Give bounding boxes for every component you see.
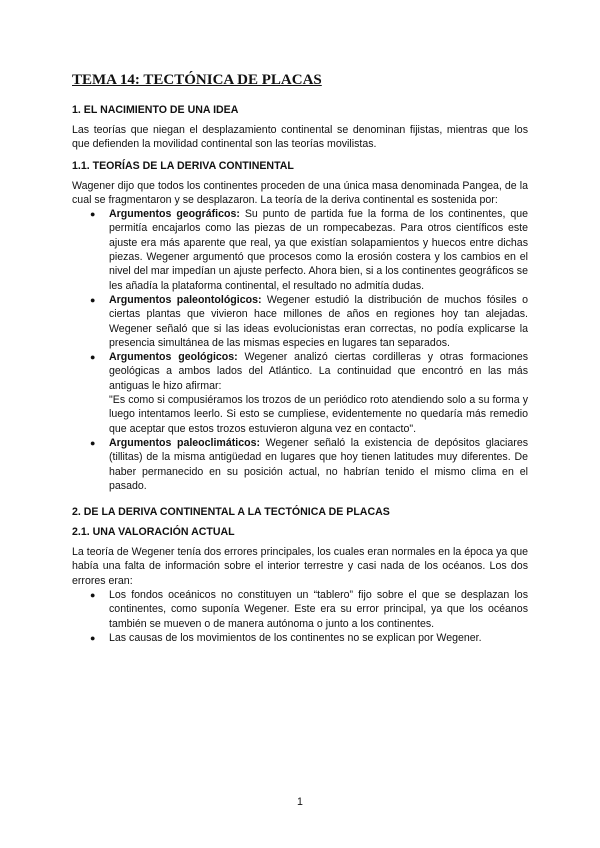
bullet-label: Argumentos paleontológicos: xyxy=(109,293,262,306)
bullet-label: Argumentos geográficos: xyxy=(109,208,240,221)
section-2-heading: 2. DE LA DERIVA CONTINENTAL A LA TECTÓNICA DE PLACAS xyxy=(72,506,390,519)
bullet-quote: "Es como si compusiéramos los trozos de un periódico roto atendiendo solo a su forma y luego intentamos leerlo. Si esto se cumpliese, evidentemente no quedaría más remedio que aceptar que estos trozos estuvieron alguna vez en contacto". xyxy=(109,394,528,435)
section-1-text: Las teorías que niegan el desplazamiento continental se denominan fijistas, mientras que los que defienden la movilidad continental son las teorías movilistas. xyxy=(72,124,528,151)
bullet-icon: ● xyxy=(90,632,96,643)
list-item xyxy=(90,436,529,493)
bullet-text: Los fondos oceánicos no constituyen un “tablero” fijo sobre el que se desplazan los continentes, como suponía Wegener. Este era su error principal, ya que los océanos también se mueven o de manera autónoma o junto a los continentes. xyxy=(109,589,528,630)
errors-list xyxy=(72,588,528,645)
section-2-1-heading: 2.1. UNA VALORACIÓN ACTUAL xyxy=(72,526,235,539)
section-1-1-intro: Wagener dijo que todos los continentes proceden de una única masa denominada Pangea, de la cual se fragmentaron y se desplazaron. La teoría de la deriva continental es sostenida por: xyxy=(72,179,528,206)
bullet-text: Su punto de partida fue la forma de los continentes, que permitía encajarlos como las piezas de un rompecabezas. Para otros científicos este ajuste era más aparente que real, ya que existían solapamientos y huecos entre dichas piezas. Wegener argumentó que procesos como la erosión costera y los cambios en el nivel del mar impedían un ajuste perfecto. Ahora bien, si a los continentes geográficos se les añadía la plataforma continental, el resultado no admitía dudas. xyxy=(109,208,529,292)
arguments-list xyxy=(72,207,528,493)
list-item xyxy=(90,631,528,645)
bullet-icon: ● xyxy=(90,209,96,220)
document-title: TEMA 14: TECTÓNICA DE PLACAS xyxy=(72,72,322,88)
bullet-label: Argumentos paleoclimáticos: xyxy=(109,436,260,449)
list-item xyxy=(90,207,529,293)
page-number: 1 xyxy=(297,796,303,808)
bullet-text: Las causas de los movimientos de los continentes no se explican por Wegener. xyxy=(109,631,482,644)
bullet-text: Wegener señaló la existencia de depósitos glaciares (tillitas) de la misma antigüedad en lugares que hoy tienen latitudes muy diferentes. De haber permanecido en su posición actual, no habrían tenido el mismo clima en el pasado. xyxy=(109,436,529,492)
bullet-icon: ● xyxy=(90,294,96,305)
document-page xyxy=(72,72,528,645)
bullet-label: Argumentos geológicos: xyxy=(109,351,238,364)
bullet-icon: ● xyxy=(90,437,96,448)
section-1-1-heading: 1.1. TEORÍAS DE LA DERIVA CONTINENTAL xyxy=(72,159,294,172)
bullet-icon: ● xyxy=(90,352,96,363)
bullet-icon: ● xyxy=(90,590,96,601)
list-item xyxy=(90,588,528,631)
list-item xyxy=(90,293,528,350)
bullet-text: Wegener analizó ciertas cordilleras y otras formaciones geológicas a ambos lados del Atlántico. La continuidad que encontró en las más antiguas le hizo afirmar: xyxy=(109,351,529,392)
section-1-heading: 1. EL NACIMIENTO DE UNA IDEA xyxy=(72,104,239,116)
bullet-text: Wegener estudió la distribución de muchos fósiles o ciertas plantas que vivieron hace millones de años en regiones hoy tan alejadas. Wegener señaló que si las ideas evolucionistas eran correctas, no podía explicarse la presencia simultánea de las mismas especies en lugares tan separados. xyxy=(109,293,528,349)
list-item xyxy=(90,350,529,436)
section-2-1-intro: La teoría de Wegener tenía dos errores principales, los cuales eran normales en la época ya que había una falta de información sobre el interior terrestre y casi nada de los océanos. Los dos errores eran: xyxy=(72,546,528,587)
